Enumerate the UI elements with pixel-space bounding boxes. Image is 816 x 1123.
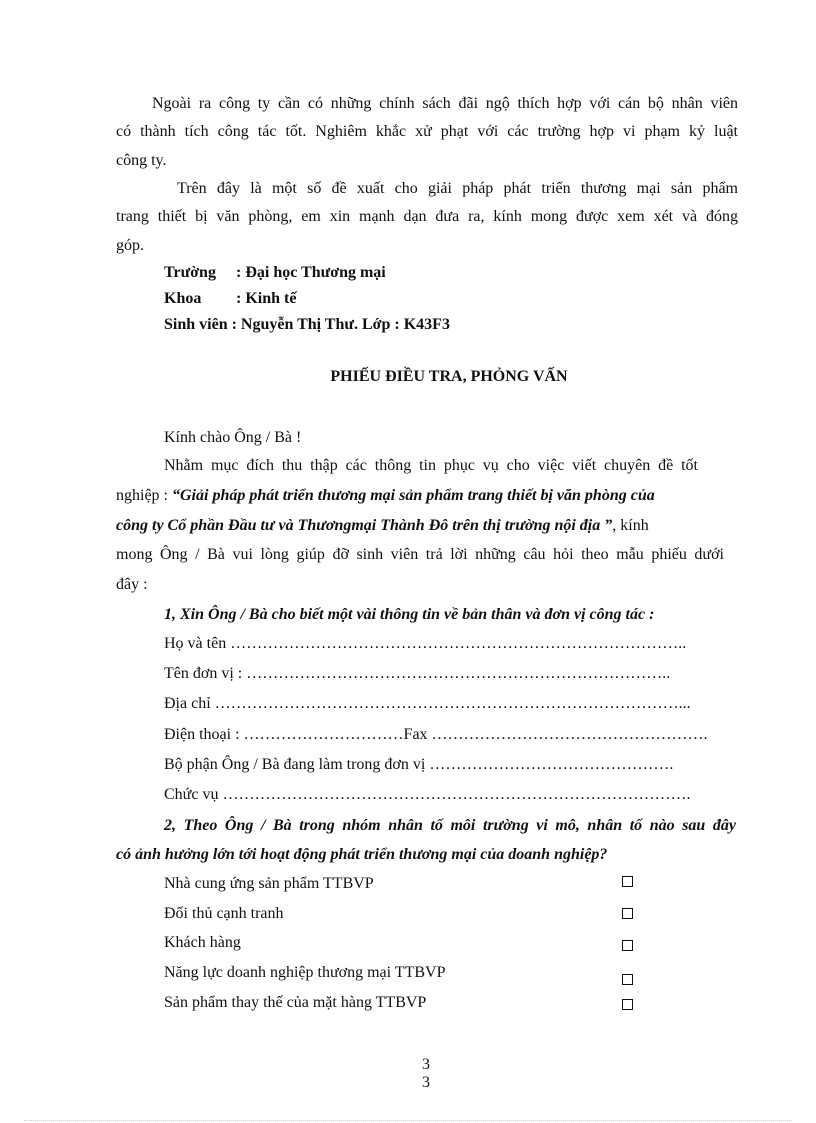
option-label: Nhà cung ứng sản phẩm TTBVP	[164, 875, 374, 892]
intro-line-5: đây :	[116, 576, 148, 593]
question-2-title-line-2: có ảnh hưởng lớn tới hoạt động phát triển thương mại của doanh nghiệp?	[116, 846, 608, 863]
option-checkbox[interactable]	[622, 908, 633, 919]
student-line: Sinh viên : Nguyễn Thị Thư. Lớp : K43F3	[164, 316, 450, 333]
intro-line-3	[116, 516, 649, 536]
intro-line-3-suffix: , kính	[612, 517, 649, 534]
page-number: 3	[422, 1056, 430, 1073]
page-number: 3	[422, 1074, 430, 1091]
intro-line-4: mong Ông / Bà vui lòng giúp đỡ sinh viên trả lời những câu hỏi theo mẫu phiếu dưới	[116, 546, 724, 563]
option-checkbox[interactable]	[622, 876, 633, 887]
name-field[interactable]: Họ và tên …………………………………………………………………………..	[164, 635, 687, 652]
option-label: Năng lực doanh nghiệp thương mại TTBVP	[164, 964, 446, 981]
position-field[interactable]: Chức vụ …………………………………………………………………………….	[164, 786, 691, 803]
option-checkbox[interactable]	[622, 974, 633, 985]
paragraph-2-line-1: Trên đây là một số đề xuất cho giải pháp phát triển thương mại sản phẩm	[177, 180, 738, 197]
option-checkbox[interactable]	[622, 999, 633, 1010]
department-field[interactable]: Bộ phận Ông / Bà đang làm trong đơn vị ……………………………………….	[164, 756, 674, 773]
unit-name-field[interactable]: Tên đơn vị : ……………………………………………………………………..	[164, 665, 671, 682]
faculty-label: Khoa	[164, 290, 202, 307]
paragraph-1-line-3: công ty.	[116, 152, 167, 169]
intro-line-2	[116, 486, 655, 506]
phone-fax-field[interactable]: Điện thoại : …………………………Fax …………………………………………….	[164, 726, 708, 743]
question-1-title: 1, Xin Ông / Bà cho biết một vài thông tin về bản thân và đơn vị công tác :	[164, 606, 655, 623]
intro-line-2-prefix: nghiệp :	[116, 487, 172, 504]
paragraph-1-line-1: Ngoài ra công ty cần có những chính sách đãi ngộ thích hợp với cán bộ nhân viên	[152, 95, 738, 112]
option-label: Sản phẩm thay thế của mặt hàng TTBVP	[164, 994, 427, 1011]
school-line	[164, 263, 386, 283]
option-label: Đối thủ cạnh tranh	[164, 905, 284, 922]
question-2-title-line-1: 2, Theo Ông / Bà trong nhóm nhân tố môi trường vi mô, nhân tố nào sau đây	[164, 817, 736, 834]
school-label: Trường	[164, 264, 216, 281]
greeting: Kính chào Ông / Bà !	[164, 429, 302, 446]
thesis-title-part-2: công ty Cổ phần Đầu tư và Thươngmại Thành Đô trên thị trường nội địa ”	[116, 517, 613, 534]
faculty-line	[164, 289, 296, 309]
faculty-value: : Kinh tế	[236, 290, 297, 307]
option-label: Khách hàng	[164, 934, 241, 951]
paragraph-2-line-3: góp.	[116, 237, 144, 254]
paragraph-2-line-2: trang thiết bị văn phòng, em xin mạnh dạn đưa ra, kính mong được xem xét và đóng	[116, 208, 738, 225]
address-field[interactable]: Địa chỉ ……………………………………………………………………………...	[164, 695, 691, 712]
school-value: : Đại học Thương mại	[236, 264, 386, 281]
intro-line-1: Nhằm mục đích thu thập các thông tin phục vụ cho việc viết chuyên đề tốt	[164, 457, 698, 474]
option-checkbox[interactable]	[622, 940, 633, 951]
survey-title: PHIẾU ĐIỀU TRA, PHỎNG VẤN	[330, 368, 568, 385]
thesis-title-part-1: “Giải pháp phát triển thương mại sản phẩm trang thiết bị văn phòng của	[172, 487, 655, 504]
footer-divider	[24, 1120, 792, 1121]
paragraph-1-line-2: có thành tích công tác tốt. Nghiêm khắc xử phạt với các trường hợp vi phạm kỷ luật	[116, 123, 738, 140]
